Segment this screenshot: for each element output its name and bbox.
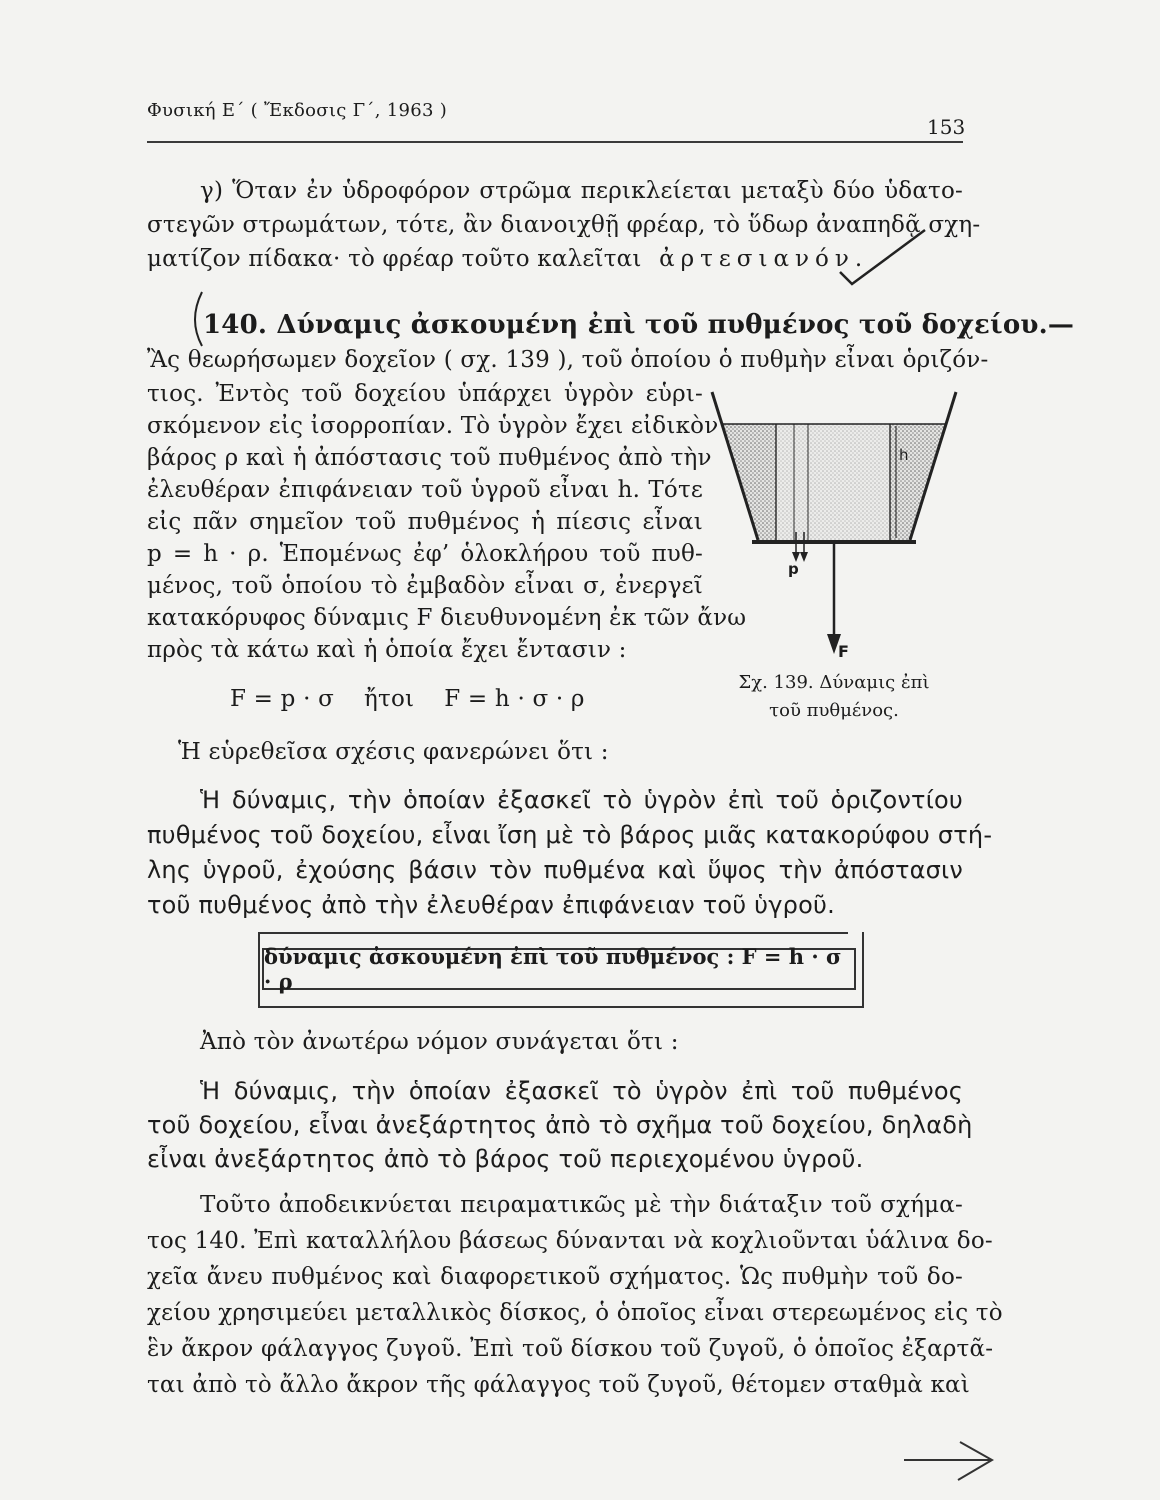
artesian-word: ἀρτεσιανόν.: [659, 246, 869, 272]
section-narrow-line-5: εἰς πᾶν σημεῖον τοῦ πυθμένος ἡ πίεσις εἶναι: [147, 509, 703, 535]
section-narrow-line-2: σκόμενον εἰς ἰσορροπίαν. Τὸ ὑγρὸν ἔχει εἰδικὸν: [147, 413, 719, 439]
final-line-1: Τοῦτο ἀποδεικνύεται πειραματικῶς μὲ τὴν διάταξιν τοῦ σχήμα-: [200, 1192, 963, 1218]
section-narrow-line-4: ἐλευθέραν ἐπιφάνειαν τοῦ ὑγροῦ εἶναι h. Τότε: [147, 477, 703, 503]
running-header: Φυσική Ε΄ ( Ἔκδοσις Γ΄, 1963 ): [147, 100, 448, 121]
law-intro: Ἀπὸ τὸν ἀνωτέρω νόμον συνάγεται ὅτι :: [200, 1029, 679, 1055]
paragraph-g-line-2: στεγῶν στρωμάτων, τότε, ἂν διανοιχθῇ φρέαρ, τὸ ὕδωρ ἀναπηδᾷ σχη-: [147, 212, 981, 238]
final-line-3: χεῖα ἄνευ πυθμένος καὶ διαφορετικοῦ σχήματος. Ὡς πυθμὴν τοῦ δο-: [147, 1264, 963, 1290]
section-narrow-line-8: κατακόρυφος δύναμις F διευθυνομένη ἐκ τῶν ἄνω: [147, 605, 747, 631]
figure-139-vessel: [710, 382, 960, 672]
figure-label-h: h: [899, 446, 909, 464]
handwritten-check-icon: [830, 222, 940, 292]
figure-caption-line-1: Σχ. 139. Δύναμις ἐπὶ: [738, 672, 930, 693]
figure-caption-line-2: τοῦ πυθμένος.: [769, 700, 899, 721]
section-title: 140. Δύναμις ἀσκουμένη ἐπὶ τοῦ πυθμένος τοῦ δοχείου.—: [203, 310, 1075, 340]
header-rule: [147, 141, 963, 143]
statement1-line-3: λης ὑγροῦ, ἐχούσης βάσιν τὸν πυθμένα καὶ ὕψος τὴν ἀπόστασιν: [147, 856, 963, 884]
liquid-column: [776, 424, 890, 540]
paragraph-g-line-1: γ) Ὅταν ἐν ὑδροφόρον στρῶμα περικλείεται μεταξὺ δύο ὑδατο-: [200, 178, 963, 204]
section-narrow-line-1: τιος. Ἐντὸς τοῦ δοχείου ὑπάρχει ὑγρὸν εὑρι-: [147, 381, 703, 407]
formula: F = p · σ ἤτοι F = h · σ · ρ: [230, 686, 585, 712]
statement2-line-2: τοῦ δοχείου, εἶναι ἀνεξάρτητος ἀπὸ τὸ σχῆμα τοῦ δοχείου, δηλαδὴ: [147, 1111, 973, 1139]
final-line-6: ται ἀπὸ τὸ ἄλλο ἄκρον τῆς φάλαγγος τοῦ ζυγοῦ, θέτομεν σταθμὰ καὶ: [147, 1372, 970, 1398]
final-line-4: χείου χρησιμεύει μεταλλικὸς δίσκος, ὁ ὁποῖος εἶναι στερεωμένος εἰς τὸ: [147, 1300, 1003, 1326]
statement1-line-2: πυθμένος τοῦ δοχείου, εἶναι ἴση μὲ τὸ βάρος μιᾶς κατακορύφου στή-: [147, 821, 993, 849]
paragraph-g-line-3: [147, 246, 868, 272]
page-number: 153: [927, 115, 966, 139]
section-narrow-line-3: βάρος ρ καὶ ἡ ἀπόστασις τοῦ πυθμένος ἀπὸ τὴν: [147, 445, 712, 471]
figure-label-p: p: [788, 560, 799, 578]
law-box: δύναμις ἀσκουμένη ἐπὶ τοῦ πυθμένος : F = h · σ · ρ: [262, 948, 856, 990]
section-narrow-line-6: p = h · ρ. Ἑπομένως ἐφ’ ὁλοκλήρου τοῦ πυθ-: [147, 541, 703, 567]
statement2-line-3: εἶναι ἀνεξάρτητος ἀπὸ τὸ βάρος τοῦ περιεχομένου ὑγροῦ.: [147, 1145, 864, 1173]
section-narrow-line-9: πρὸς τὰ κάτω καὶ ἡ ὁποία ἔχει ἔντασιν :: [147, 637, 627, 663]
statement1-line-1: Ἡ δύναμις, τὴν ὁποίαν ἐξασκεῖ τὸ ὑγρὸν ἐπὶ τοῦ ὁριζοντίου: [200, 786, 963, 814]
section-narrow-line-7: μένος, τοῦ ὁποίου τὸ ἐμβαδὸν εἶναι σ, ἐνεργεῖ: [147, 573, 703, 599]
paragraph-g-line-3-text: ματίζον πίδακα· τὸ φρέαρ τοῦτο καλεῖται: [147, 246, 642, 272]
statement1-line-4: τοῦ πυθμένος ἀπὸ τὴν ἐλευθέραν ἐπιφάνειαν τοῦ ὑγροῦ.: [147, 891, 835, 919]
section-line-1: Ἂς θεωρήσωμεν δοχεῖον ( σχ. 139 ), τοῦ ὁποίου ὁ πυθμὴν εἶναι ὁριζόν-: [147, 347, 989, 373]
statement2-line-1: Ἡ δύναμις, τὴν ὁποίαν ἐξασκεῖ τὸ ὑγρὸν ἐπὶ τοῦ πυθμένος: [200, 1077, 963, 1105]
figure-label-F: F: [838, 642, 849, 661]
final-line-5: ἓν ἄκρον φάλαγγος ζυγοῦ. Ἐπὶ τοῦ δίσκου τοῦ ζυγοῦ, ὁ ὁποῖος ἐξαρτᾶ-: [147, 1336, 994, 1362]
final-line-2: τος 140. Ἐπὶ καταλλήλου βάσεως δύνανται νὰ κοχλιοῦνται ὑάλινα δο-: [147, 1228, 993, 1254]
relation-intro: Ἡ εὑρεθεῖσα σχέσις φανερώνει ὅτι :: [178, 739, 609, 765]
handwritten-arrow-icon: [900, 1430, 1000, 1490]
